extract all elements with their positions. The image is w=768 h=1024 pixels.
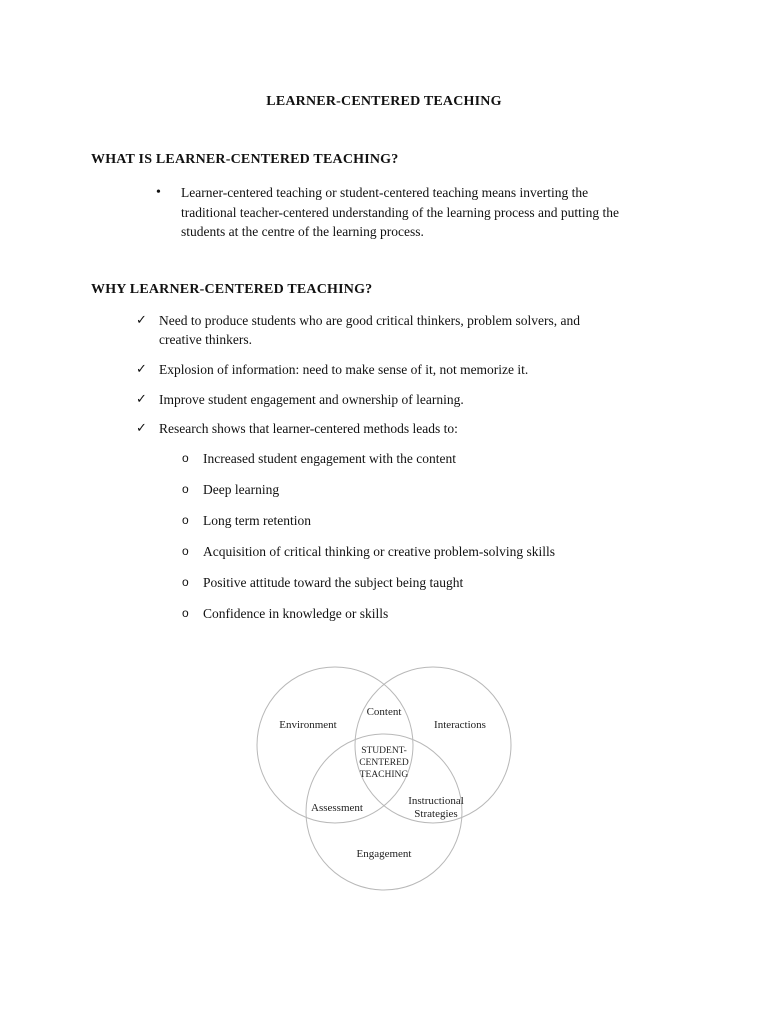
reason-text: Explosion of information: need to make sense of it, not memorize it. xyxy=(159,362,529,377)
section-heading-what: WHAT IS LEARNER-CENTERED TEACHING? xyxy=(91,152,399,167)
definition-line: traditional teacher-centered understanding of the learning process and putting the xyxy=(181,204,619,220)
reason-line: creative thinkers. xyxy=(159,332,252,347)
label-interactions: Interactions xyxy=(434,719,486,731)
circle-bullet-icon: o xyxy=(182,575,189,589)
definition-line: Learner-centered teaching or student-centered teaching means inverting the xyxy=(181,185,589,200)
definition-text xyxy=(181,183,681,242)
label-content: Content xyxy=(366,706,402,718)
circle-bullet-icon: o xyxy=(182,606,189,620)
label-center-line: TEACHING xyxy=(359,770,409,780)
checkmark-icon: ✓ xyxy=(136,362,147,377)
label-instructional-line: Strategies xyxy=(414,808,458,820)
document-title: LEARNER-CENTERED TEACHING xyxy=(266,94,502,109)
section-heading-why: WHY LEARNER-CENTERED TEACHING? xyxy=(91,282,373,297)
definition-line: students at the centre of the learning process. xyxy=(181,224,424,239)
venn-diagram-svg xyxy=(250,655,520,900)
reason-line: Need to produce students who are good critical thinkers, problem solvers, and xyxy=(159,313,581,328)
label-engagement: Engagement xyxy=(356,848,412,860)
circle-bullet-icon: o xyxy=(182,513,189,527)
outcome-text: Long term retention xyxy=(203,513,311,528)
bullet-icon: • xyxy=(156,185,161,200)
checkmark-icon: ✓ xyxy=(136,421,147,436)
label-assessment: Assessment xyxy=(311,802,363,814)
checkmark-icon: ✓ xyxy=(136,392,147,407)
checkmark-icon: ✓ xyxy=(136,313,147,328)
venn-diagram xyxy=(250,655,520,900)
reason-text: Improve student engagement and ownership of learning. xyxy=(159,392,464,407)
circle-bullet-icon: o xyxy=(182,482,189,496)
circle-bullet-icon: o xyxy=(182,544,189,558)
outcome-text: Increased student engagement with the content xyxy=(203,451,457,466)
label-environment: Environment xyxy=(279,719,337,731)
outcome-text: Confidence in knowledge or skills xyxy=(203,606,389,621)
outcome-text: Acquisition of critical thinking or creative problem-solving skills xyxy=(203,544,556,559)
label-instructional-line: Instructional xyxy=(408,795,464,807)
outcome-text: Positive attitude toward the subject being taught xyxy=(203,575,464,590)
label-center-line: STUDENT- xyxy=(361,746,407,756)
outcome-text: Deep learning xyxy=(203,482,280,497)
circle-bullet-icon: o xyxy=(182,451,189,465)
reason-text xyxy=(159,311,639,349)
reason-text: Research shows that learner-centered methods leads to: xyxy=(159,421,458,436)
label-center-line: CENTERED xyxy=(359,758,409,768)
